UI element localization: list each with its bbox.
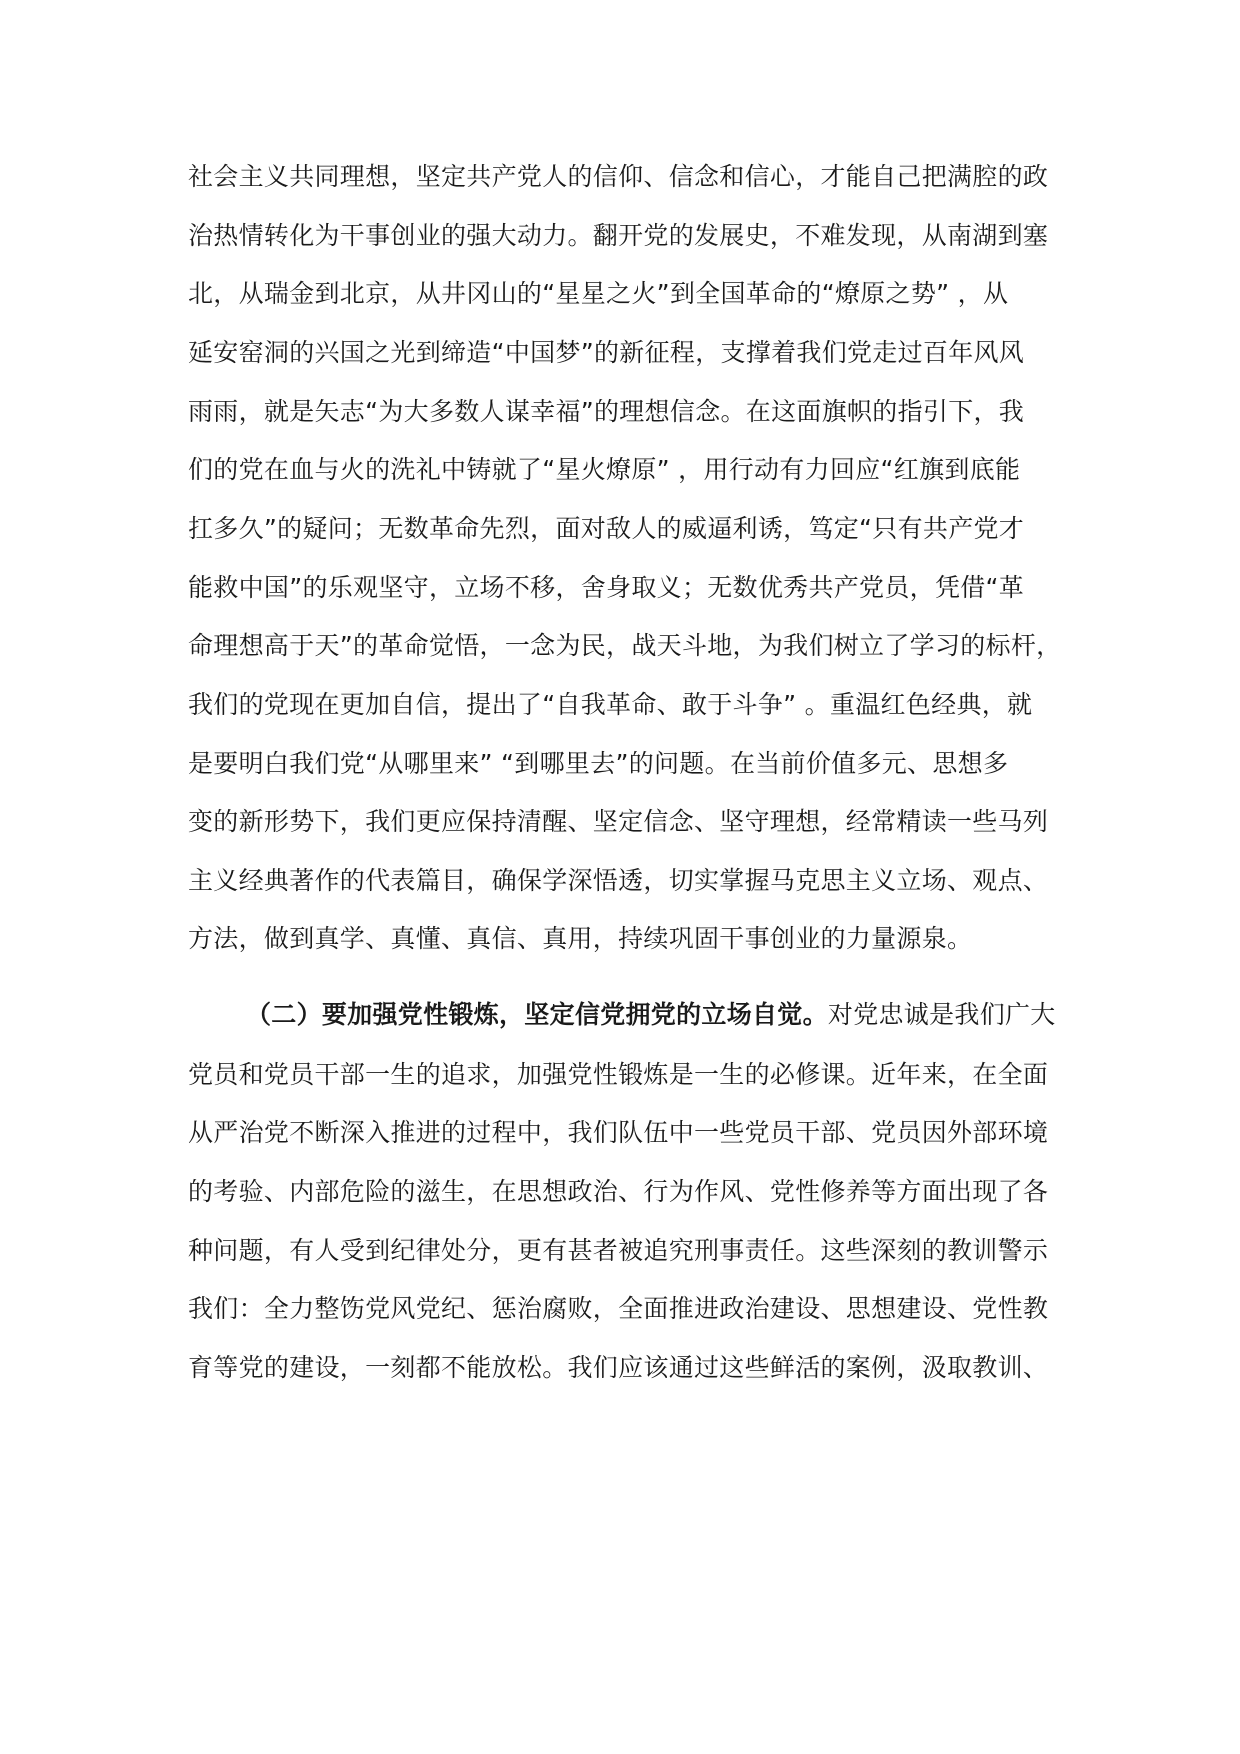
paragraph2-line: 党员和党员干部一生的追求，加强党性锻炼是一生的必修课。近年来，在全面 bbox=[188, 1060, 1049, 1089]
paragraph1-line: 治热情转化为干事创业的强大动力。翻开党的发展史，不难发现，从南湖到塞 bbox=[188, 221, 1049, 250]
paragraph1-line: 能救中国”的乐观坚守，立场不移，舍身取义；无数优秀共产党员，凭借“革 bbox=[188, 573, 1025, 602]
paragraph1-line: 社会主义共同理想，坚定共产党人的信仰、信念和信心，才能自己把满腔的政 bbox=[188, 162, 1049, 191]
paragraph2-line: 育等党的建设，一刻都不能放松。我们应该通过这些鲜活的案例，汲取教训、 bbox=[188, 1353, 1049, 1382]
paragraph1-line: 变的新形势下，我们更应保持清醒、坚定信念、坚守理想，经常精读一些马列 bbox=[188, 807, 1049, 836]
paragraph1-line: 雨雨，就是矢志“为大多数人谋幸福”的理想信念。在这面旗帜的指引下，我 bbox=[188, 397, 1025, 426]
paragraph2-line: 的考验、内部危险的滋生，在思想政治、行为作风、党性修养等方面出现了各 bbox=[188, 1177, 1049, 1206]
paragraph1-line: 命理想高于天”的革命觉悟，一念为民，战天斗地，为我们树立了学习的标杆， bbox=[188, 631, 1062, 660]
paragraph1-line: 主义经典著作的代表篇目，确保学深悟透，切实掌握马克思主义立场、观点、 bbox=[188, 866, 1049, 895]
paragraph2-first-line-text: 对党忠诚是我们广大 bbox=[827, 1000, 1056, 1029]
paragraph1-line: 延安窑洞的兴国之光到缔造“中国梦”的新征程，支撑着我们党走过百年风风 bbox=[188, 338, 1025, 367]
paragraph2-first-line bbox=[246, 998, 1096, 1032]
paragraph1-line: 北，从瑞金到北京，从井冈山的“星星之火”到全国革命的“燎原之势” ，从 bbox=[188, 279, 1009, 308]
paragraph1-line: 们的党在血与火的洗礼中铸就了“星火燎原” ，用行动有力回应“红旗到底能 bbox=[188, 455, 1021, 484]
paragraph1-line: 扛多久”的疑问；无数革命先烈，面对敌人的威逼利诱，笃定“只有共产党才 bbox=[188, 514, 1025, 543]
paragraph1-line: 我们的党现在更加自信，提出了“自我革命、敢于斗争” 。重温红色经典，就 bbox=[188, 690, 1033, 719]
paragraph2-line: 从严治党不断深入推进的过程中，我们队伍中一些党员干部、党员因外部环境 bbox=[188, 1118, 1049, 1147]
paragraph2-line: 种问题，有人受到纪律处分，更有甚者被追究刑事责任。这些深刻的教训警示 bbox=[188, 1236, 1049, 1265]
paragraph1-line: 是要明白我们党“从哪里来” “到哪里去”的问题。在当前价值多元、思想多 bbox=[188, 749, 1009, 778]
paragraph1-line: 方法，做到真学、真懂、真信、真用，持续巩固干事创业的力量源泉。 bbox=[188, 924, 973, 953]
paragraph2-line: 我们：全力整饬党风党纪、惩治腐败，全面推进政治建设、思想建设、党性教 bbox=[188, 1294, 1049, 1323]
section-heading: （二）要加强党性锻炼，坚定信党拥党的立场自觉。 bbox=[246, 1000, 828, 1029]
